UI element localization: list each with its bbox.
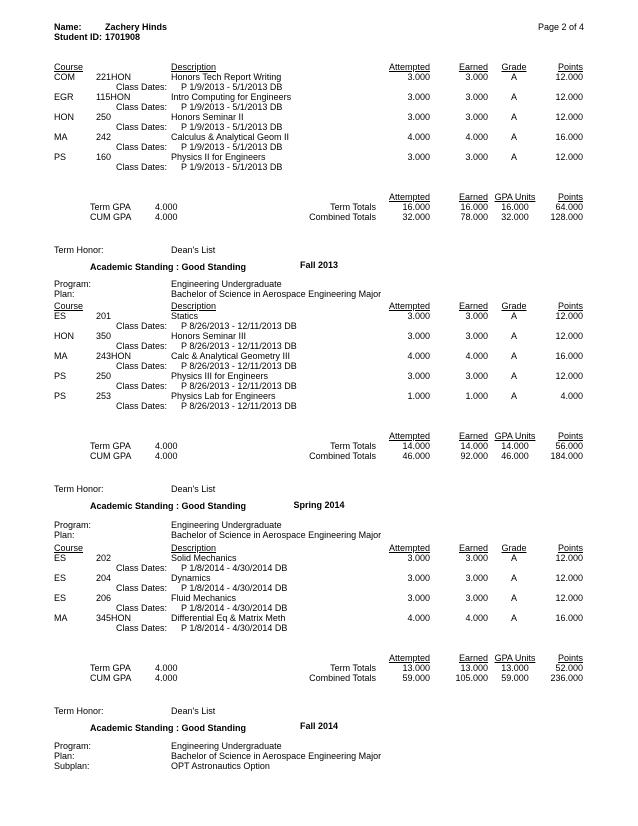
term-honor-label: Term Honor: — [54, 245, 104, 255]
class-dates: P 1/9/2013 - 5/1/2013 DB — [181, 102, 283, 112]
grade-column-header: Grade — [501, 62, 527, 72]
class-dates: P 8/26/2013 - 12/11/2013 DB — [181, 381, 297, 391]
course-subject: PS — [54, 371, 67, 381]
course-attempted: 3.000 — [407, 371, 430, 381]
course-attempted: 3.000 — [407, 112, 430, 122]
term-gpa-label: Term GPA — [90, 663, 131, 673]
course-earned: 4.000 — [465, 132, 488, 142]
course-subject: MA — [54, 613, 68, 623]
course-grade: A — [510, 553, 517, 563]
student-name: Zachery Hinds — [105, 22, 168, 32]
combined-totals-attempted: 32.000 — [402, 212, 430, 222]
totals-gpa-units-header: GPA Units — [494, 653, 536, 663]
course-grade: A — [510, 311, 517, 321]
term-gpa-value: 4.000 — [155, 663, 178, 673]
earned-column-header: Earned — [458, 62, 488, 72]
course-earned: 4.000 — [465, 351, 488, 361]
course-number: 243HON — [96, 351, 132, 361]
course-description: Physics Lab for Engineers — [171, 391, 276, 401]
earned-column-header: Earned — [458, 301, 488, 311]
plan-value: Bachelor of Science in Aerospace Engineering Major — [171, 751, 382, 761]
term-honor-label: Term Honor: — [54, 484, 104, 494]
academic-standing: Academic Standing : Good Standing — [90, 501, 247, 511]
description-column-header: Description — [171, 543, 217, 553]
plan-value: Bachelor of Science in Aerospace Engineering Major — [171, 530, 382, 540]
combined-totals-label: Combined Totals — [309, 451, 376, 461]
subplan-value: OPT Astronautics Option — [171, 761, 270, 771]
term-honor-value: Dean's List — [171, 245, 216, 255]
grade-column-header: Grade — [501, 301, 527, 311]
totals-attempted-header: Attempted — [388, 192, 430, 202]
class-dates-label: Class Dates: — [115, 563, 167, 573]
term-totals-attempted: 16.000 — [402, 202, 430, 212]
course-earned: 3.000 — [465, 152, 488, 162]
course-description: Fluid Mechanics — [171, 593, 237, 603]
course-attempted: 3.000 — [407, 311, 430, 321]
course-description: Solid Mechanics — [171, 553, 237, 563]
course-grade: A — [510, 72, 517, 82]
class-dates: P 8/26/2013 - 12/11/2013 DB — [181, 341, 297, 351]
course-number: 350 — [96, 331, 112, 341]
points-column-header: Points — [557, 543, 583, 553]
course-column-header: Course — [54, 543, 84, 553]
combined-totals-gpa-units: 59.000 — [501, 673, 529, 683]
program-label: Program: — [54, 741, 92, 751]
course-subject: ES — [54, 573, 67, 583]
course-attempted: 3.000 — [407, 573, 430, 583]
course-description: Calc & Analytical Geometry III — [171, 351, 291, 361]
class-dates: P 8/26/2013 - 12/11/2013 DB — [181, 361, 297, 371]
course-number: 202 — [96, 553, 112, 563]
term-totals-points: 64.000 — [555, 202, 583, 212]
class-dates: P 1/8/2014 - 4/30/2014 DB — [181, 603, 288, 613]
course-points: 12.000 — [555, 371, 583, 381]
term-title: Fall 2013 — [299, 260, 339, 270]
course-subject: ES — [54, 311, 67, 321]
term-honor-value: Dean's List — [171, 706, 216, 716]
course-subject: HON — [54, 331, 74, 341]
course-number: 345HON — [96, 613, 132, 623]
course-grade: A — [510, 112, 517, 122]
class-dates-label: Class Dates: — [115, 381, 167, 391]
course-attempted: 3.000 — [407, 593, 430, 603]
program-label: Program: — [54, 279, 92, 289]
course-points: 16.000 — [555, 132, 583, 142]
cum-gpa-label: CUM GPA — [90, 673, 132, 683]
program-label: Program: — [54, 520, 92, 530]
course-subject: ES — [54, 553, 67, 563]
program-value: Engineering Undergraduate — [171, 741, 282, 751]
term-totals-gpa-units: 13.000 — [501, 663, 529, 673]
combined-totals-gpa-units: 46.000 — [501, 451, 529, 461]
course-earned: 4.000 — [465, 613, 488, 623]
term-totals-label: Term Totals — [330, 663, 376, 673]
course-description: Statics — [171, 311, 199, 321]
course-points: 12.000 — [555, 573, 583, 583]
totals-attempted-header: Attempted — [388, 431, 430, 441]
course-number: 206 — [96, 593, 112, 603]
course-earned: 3.000 — [465, 331, 488, 341]
term-totals-label: Term Totals — [330, 441, 376, 451]
course-points: 12.000 — [555, 152, 583, 162]
course-attempted: 3.000 — [407, 92, 430, 102]
term-totals-gpa-units: 14.000 — [501, 441, 529, 451]
course-grade: A — [510, 593, 517, 603]
course-earned: 3.000 — [465, 553, 488, 563]
course-subject: ES — [54, 593, 67, 603]
program-value: Engineering Undergraduate — [171, 279, 282, 289]
course-grade: A — [510, 371, 517, 381]
course-subject: HON — [54, 112, 74, 122]
plan-label: Plan: — [54, 530, 75, 540]
course-grade: A — [510, 391, 517, 401]
totals-points-header: Points — [557, 192, 583, 202]
course-points: 12.000 — [555, 331, 583, 341]
term-totals-attempted: 13.000 — [402, 663, 430, 673]
course-attempted: 3.000 — [407, 152, 430, 162]
combined-totals-earned: 92.000 — [460, 451, 488, 461]
course-subject: COM — [54, 72, 75, 82]
attempted-column-header: Attempted — [388, 62, 430, 72]
course-subject: EGR — [54, 92, 74, 102]
term-gpa-label: Term GPA — [90, 441, 131, 451]
combined-totals-points: 236.000 — [550, 673, 583, 683]
class-dates-label: Class Dates: — [115, 122, 167, 132]
course-points: 12.000 — [555, 553, 583, 563]
class-dates: P 1/9/2013 - 5/1/2013 DB — [181, 162, 283, 172]
class-dates: P 8/26/2013 - 12/11/2013 DB — [181, 321, 297, 331]
course-column-header: Course — [54, 62, 84, 72]
class-dates-label: Class Dates: — [115, 603, 167, 613]
course-earned: 3.000 — [465, 371, 488, 381]
totals-attempted-header: Attempted — [388, 653, 430, 663]
combined-totals-attempted: 59.000 — [402, 673, 430, 683]
grade-column-header: Grade — [501, 543, 527, 553]
academic-standing: Academic Standing : Good Standing — [90, 262, 247, 272]
attempted-column-header: Attempted — [388, 543, 430, 553]
combined-totals-earned: 78.000 — [460, 212, 488, 222]
class-dates-label: Class Dates: — [115, 82, 167, 92]
course-subject: PS — [54, 152, 67, 162]
course-description: Calculus & Analytical Geom II — [171, 132, 290, 142]
course-attempted: 4.000 — [407, 132, 430, 142]
term-totals-label: Term Totals — [330, 202, 376, 212]
course-earned: 3.000 — [465, 72, 488, 82]
cum-gpa-value: 4.000 — [155, 673, 178, 683]
course-subject: MA — [54, 132, 68, 142]
course-grade: A — [510, 132, 517, 142]
subplan-label: Subplan: — [54, 761, 90, 771]
combined-totals-label: Combined Totals — [309, 673, 376, 683]
term-honor-value: Dean's List — [171, 484, 216, 494]
class-dates-label: Class Dates: — [115, 162, 167, 172]
course-number: 253 — [96, 391, 112, 401]
course-number: 115HON — [96, 92, 131, 102]
course-grade: A — [510, 152, 517, 162]
term-totals-earned: 13.000 — [460, 663, 488, 673]
course-earned: 3.000 — [465, 92, 488, 102]
attempted-column-header: Attempted — [388, 301, 430, 311]
term-gpa-value: 4.000 — [155, 202, 178, 212]
totals-gpa-units-header: GPA Units — [494, 431, 536, 441]
class-dates-label: Class Dates: — [115, 321, 167, 331]
description-column-header: Description — [171, 62, 217, 72]
course-attempted: 3.000 — [407, 553, 430, 563]
class-dates-label: Class Dates: — [115, 583, 167, 593]
course-description: Physics II for Engineers — [171, 152, 266, 162]
totals-points-header: Points — [557, 653, 583, 663]
course-description: Honors Seminar II — [171, 112, 244, 122]
course-description: Intro Computing for Engineers — [171, 92, 292, 102]
course-grade: A — [510, 573, 517, 583]
description-column-header: Description — [171, 301, 217, 311]
course-subject: PS — [54, 391, 67, 401]
course-grade: A — [510, 351, 517, 361]
course-number: 160 — [96, 152, 112, 162]
course-earned: 1.000 — [465, 391, 488, 401]
term-totals-points: 52.000 — [555, 663, 583, 673]
totals-earned-header: Earned — [458, 192, 488, 202]
course-number: 250 — [96, 112, 112, 122]
term-totals-earned: 14.000 — [460, 441, 488, 451]
term-title: Fall 2014 — [299, 721, 339, 731]
plan-label: Plan: — [54, 751, 75, 761]
combined-totals-points: 128.000 — [550, 212, 583, 222]
earned-column-header: Earned — [458, 543, 488, 553]
course-number: 221HON — [96, 72, 132, 82]
student-id-label: Student ID: — [54, 32, 102, 42]
class-dates-label: Class Dates: — [115, 341, 167, 351]
cum-gpa-label: CUM GPA — [90, 451, 132, 461]
combined-totals-earned: 105.000 — [455, 673, 488, 683]
course-description: Physics III for Engineers — [171, 371, 269, 381]
course-earned: 3.000 — [465, 593, 488, 603]
term-totals-attempted: 14.000 — [402, 441, 430, 451]
class-dates-label: Class Dates: — [115, 623, 167, 633]
points-column-header: Points — [557, 301, 583, 311]
combined-totals-attempted: 46.000 — [402, 451, 430, 461]
course-subject: MA — [54, 351, 68, 361]
course-points: 12.000 — [555, 72, 583, 82]
course-points: 12.000 — [555, 311, 583, 321]
course-attempted: 4.000 — [407, 613, 430, 623]
totals-earned-header: Earned — [458, 653, 488, 663]
class-dates: P 1/8/2014 - 4/30/2014 DB — [181, 623, 288, 633]
course-grade: A — [510, 613, 517, 623]
term-gpa-label: Term GPA — [90, 202, 131, 212]
term-totals-points: 56.000 — [555, 441, 583, 451]
course-number: 250 — [96, 371, 112, 381]
class-dates: P 8/26/2013 - 12/11/2013 DB — [181, 401, 297, 411]
totals-earned-header: Earned — [458, 431, 488, 441]
combined-totals-points: 184.000 — [550, 451, 583, 461]
course-earned: 3.000 — [465, 112, 488, 122]
class-dates-label: Class Dates: — [115, 102, 167, 112]
class-dates-label: Class Dates: — [115, 401, 167, 411]
course-earned: 3.000 — [465, 311, 488, 321]
class-dates: P 1/8/2014 - 4/30/2014 DB — [181, 583, 288, 593]
course-points: 12.000 — [555, 112, 583, 122]
course-description: Honors Tech Report Writing — [171, 72, 282, 82]
cum-gpa-value: 4.000 — [155, 212, 178, 222]
term-totals-gpa-units: 16.000 — [501, 202, 529, 212]
student-id: 1701908 — [105, 32, 141, 42]
page-indicator: Page 2 of 4 — [537, 22, 584, 32]
course-points: 4.000 — [560, 391, 583, 401]
course-earned: 3.000 — [465, 573, 488, 583]
plan-value: Bachelor of Science in Aerospace Engineering Major — [171, 289, 382, 299]
course-description: Differential Eq & Matrix Meth — [171, 613, 286, 623]
name-label: Name: — [54, 22, 82, 32]
course-number: 242 — [96, 132, 112, 142]
combined-totals-gpa-units: 32.000 — [501, 212, 529, 222]
course-description: Honors Seminar III — [171, 331, 247, 341]
course-grade: A — [510, 331, 517, 341]
course-description: Dynamics — [171, 573, 211, 583]
combined-totals-label: Combined Totals — [309, 212, 376, 222]
course-column-header: Course — [54, 301, 84, 311]
program-value: Engineering Undergraduate — [171, 520, 282, 530]
cum-gpa-value: 4.000 — [155, 451, 178, 461]
class-dates: P 1/8/2014 - 4/30/2014 DB — [181, 563, 288, 573]
term-honor-label: Term Honor: — [54, 706, 104, 716]
totals-points-header: Points — [557, 431, 583, 441]
course-attempted: 3.000 — [407, 72, 430, 82]
course-points: 12.000 — [555, 92, 583, 102]
course-points: 12.000 — [555, 593, 583, 603]
class-dates-label: Class Dates: — [115, 142, 167, 152]
course-attempted: 1.000 — [407, 391, 430, 401]
points-column-header: Points — [557, 62, 583, 72]
class-dates: P 1/9/2013 - 5/1/2013 DB — [181, 82, 283, 92]
course-number: 201 — [96, 311, 112, 321]
cum-gpa-label: CUM GPA — [90, 212, 132, 222]
course-points: 16.000 — [555, 613, 583, 623]
term-title: Spring 2014 — [293, 500, 345, 510]
term-gpa-value: 4.000 — [155, 441, 178, 451]
term-totals-earned: 16.000 — [460, 202, 488, 212]
totals-gpa-units-header: GPA Units — [494, 192, 536, 202]
course-points: 16.000 — [555, 351, 583, 361]
course-attempted: 3.000 — [407, 331, 430, 341]
plan-label: Plan: — [54, 289, 75, 299]
academic-standing: Academic Standing : Good Standing — [90, 723, 247, 733]
class-dates: P 1/9/2013 - 5/1/2013 DB — [181, 142, 283, 152]
class-dates-label: Class Dates: — [115, 361, 167, 371]
course-number: 204 — [96, 573, 112, 583]
class-dates: P 1/9/2013 - 5/1/2013 DB — [181, 122, 283, 132]
course-attempted: 4.000 — [407, 351, 430, 361]
course-grade: A — [510, 92, 517, 102]
